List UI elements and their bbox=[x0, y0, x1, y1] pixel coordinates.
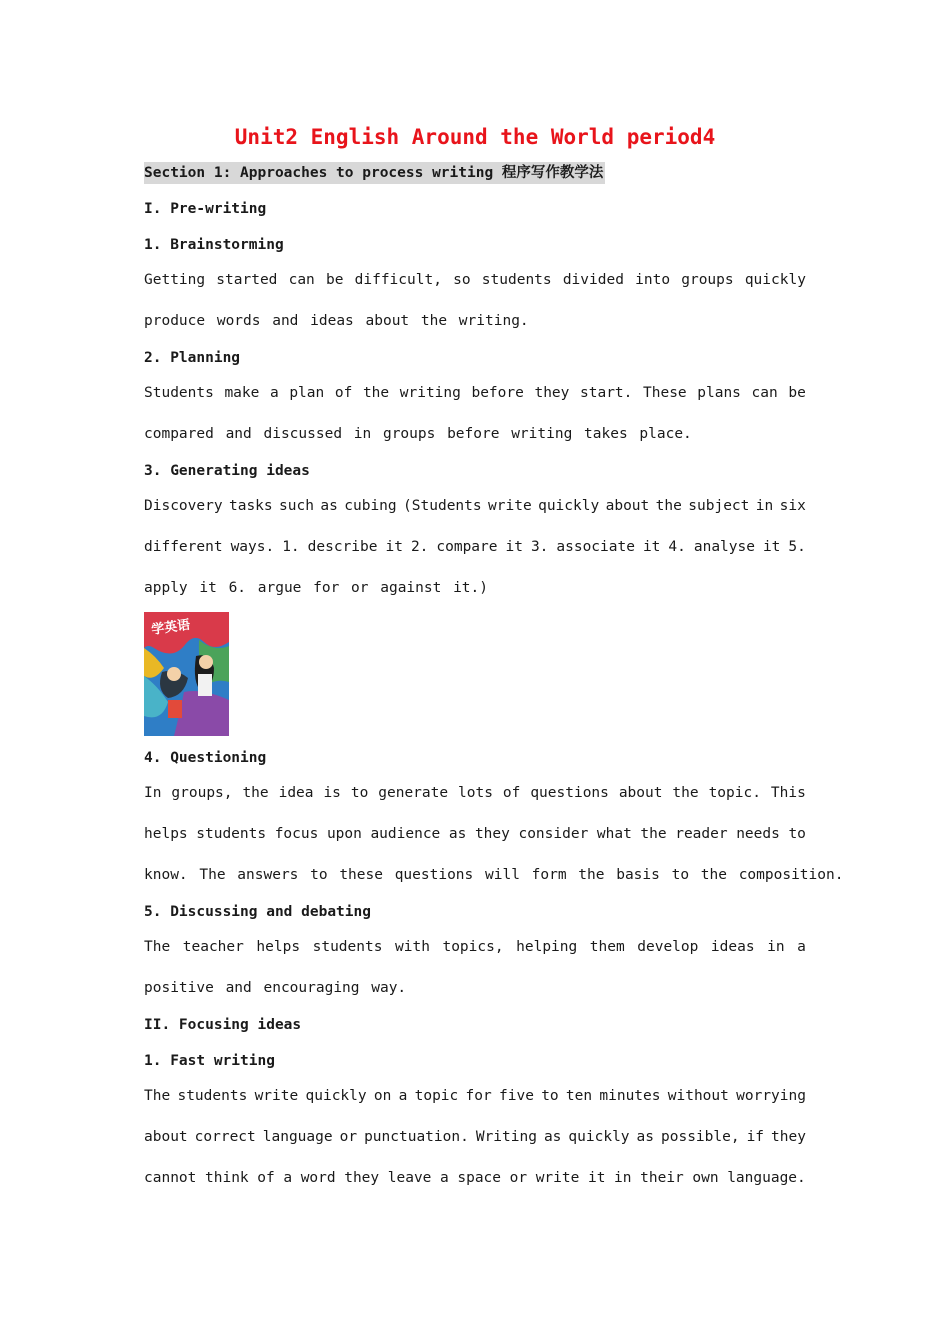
word: what bbox=[596, 826, 632, 842]
word: a bbox=[283, 1170, 293, 1186]
word: 2. bbox=[410, 539, 429, 555]
word: the bbox=[672, 785, 699, 801]
book-cover-illustration bbox=[144, 612, 229, 736]
paragraph-line: produce words and ideas about the writing. bbox=[144, 313, 529, 329]
word: analyse bbox=[693, 539, 755, 555]
word: writing bbox=[399, 385, 461, 401]
word: about bbox=[605, 498, 650, 514]
word: questions bbox=[530, 785, 609, 801]
document-title: Unit2 English Around the World period4 bbox=[234, 125, 716, 149]
word: quickly bbox=[305, 1088, 367, 1104]
word: possible, bbox=[661, 1129, 740, 1145]
word: think bbox=[205, 1170, 249, 1186]
word: make bbox=[224, 385, 260, 401]
word: as bbox=[543, 1129, 562, 1145]
word: to bbox=[350, 785, 369, 801]
word: teacher bbox=[182, 939, 244, 955]
word: These bbox=[643, 385, 687, 401]
word: with bbox=[395, 939, 430, 955]
word: punctuation. bbox=[364, 1129, 469, 1145]
word: started bbox=[216, 272, 278, 288]
word: it bbox=[642, 539, 661, 555]
word: describe bbox=[307, 539, 378, 555]
word: Discovery bbox=[144, 498, 223, 514]
paragraph-line bbox=[144, 527, 806, 568]
word: cannot bbox=[144, 1170, 197, 1186]
word: the bbox=[242, 785, 269, 801]
word: The bbox=[144, 1088, 171, 1104]
word: they bbox=[534, 385, 570, 401]
word: such bbox=[279, 498, 314, 514]
heading-planning: 2. Planning bbox=[144, 350, 241, 366]
paragraph-line bbox=[144, 927, 806, 968]
word: 3. bbox=[530, 539, 549, 555]
heading-fast-writing: 1. Fast writing bbox=[144, 1053, 275, 1069]
word: they bbox=[474, 826, 510, 842]
paragraph-line: compared and discussed in groups before writing takes place. bbox=[144, 426, 692, 442]
word: be bbox=[788, 385, 806, 401]
word: if bbox=[746, 1129, 765, 1145]
word: topic. bbox=[708, 785, 761, 801]
word: about bbox=[618, 785, 663, 801]
word: for bbox=[465, 1088, 492, 1104]
paragraph-generating-ideas bbox=[144, 486, 806, 609]
word: ten bbox=[565, 1088, 593, 1104]
word: 1. bbox=[282, 539, 300, 555]
word: cubing bbox=[344, 498, 397, 514]
word: helping bbox=[516, 939, 578, 955]
word: quickly bbox=[744, 272, 806, 288]
word: groups bbox=[681, 272, 734, 288]
word: as bbox=[320, 498, 338, 514]
paragraph-line: apply it 6. argue for or against it.) bbox=[144, 580, 489, 596]
word: a bbox=[269, 385, 279, 401]
word: In bbox=[144, 785, 162, 801]
word: ways. bbox=[230, 539, 275, 555]
heading-questioning: 4. Questioning bbox=[144, 750, 267, 766]
word: language. bbox=[727, 1170, 806, 1186]
word: generate bbox=[378, 785, 449, 801]
word: The bbox=[144, 939, 171, 955]
word: as bbox=[448, 826, 467, 842]
word: they bbox=[344, 1170, 380, 1186]
word: to bbox=[541, 1088, 559, 1104]
word: quickly bbox=[538, 498, 600, 514]
word: be bbox=[325, 272, 344, 288]
word: This bbox=[770, 785, 806, 801]
word: 5. bbox=[788, 539, 806, 555]
part-heading-focusing-ideas: II. Focusing ideas bbox=[144, 1017, 302, 1033]
word: six bbox=[779, 498, 806, 514]
paragraph-planning bbox=[144, 373, 806, 455]
paragraph-line: positive and encouraging way. bbox=[144, 980, 407, 996]
paragraph-line bbox=[144, 1076, 806, 1117]
paragraph-line bbox=[144, 1158, 806, 1199]
word: of bbox=[257, 1170, 275, 1186]
paragraph-line bbox=[144, 486, 806, 527]
word: compare bbox=[436, 539, 498, 555]
word: them bbox=[589, 939, 625, 955]
word: without bbox=[667, 1088, 729, 1104]
word: write bbox=[488, 498, 532, 514]
word: in bbox=[755, 498, 774, 514]
word: a bbox=[440, 1170, 449, 1186]
word: idea bbox=[278, 785, 314, 801]
word: to bbox=[788, 826, 806, 842]
paragraph-line bbox=[144, 814, 806, 855]
paragraph-line: know. The answers to these questions will form the basis to the composition. bbox=[144, 867, 844, 883]
word: minutes bbox=[599, 1088, 661, 1104]
word: subject bbox=[688, 498, 750, 514]
word: write bbox=[254, 1088, 299, 1104]
word: tasks bbox=[228, 498, 273, 514]
word: a bbox=[797, 939, 806, 955]
word: Writing bbox=[475, 1129, 537, 1145]
word: consider bbox=[518, 826, 589, 842]
word: of bbox=[334, 385, 353, 401]
word: Getting bbox=[144, 272, 206, 288]
word: helps bbox=[144, 826, 188, 842]
word: lots bbox=[458, 785, 493, 801]
word: the bbox=[655, 498, 682, 514]
word: about bbox=[144, 1129, 188, 1145]
word: it bbox=[587, 1170, 606, 1186]
word: students bbox=[481, 272, 552, 288]
word: audience bbox=[370, 826, 441, 842]
word: plan bbox=[289, 385, 325, 401]
word: is bbox=[323, 785, 341, 801]
word: difficult, bbox=[354, 272, 442, 288]
word: can bbox=[288, 272, 315, 288]
word: as bbox=[636, 1129, 654, 1145]
word: write bbox=[535, 1170, 580, 1186]
word: topics, bbox=[442, 939, 504, 955]
heading-brainstorming: 1. Brainstorming bbox=[144, 237, 284, 253]
book-cover-title: 学英语 bbox=[150, 617, 192, 638]
book-cover-image bbox=[144, 612, 229, 736]
paragraph-brainstorming bbox=[144, 260, 806, 342]
word: helps bbox=[256, 939, 301, 955]
word: or bbox=[339, 1129, 358, 1145]
word: students bbox=[196, 826, 267, 842]
word: (Students bbox=[403, 498, 482, 514]
word: five bbox=[499, 1088, 534, 1104]
word: into bbox=[635, 272, 671, 288]
paragraph-line bbox=[144, 260, 806, 301]
word: in bbox=[614, 1170, 632, 1186]
heading-generating-ideas: 3. Generating ideas bbox=[144, 463, 310, 479]
paragraph-fast-writing bbox=[144, 1076, 806, 1199]
word: reader bbox=[675, 826, 728, 842]
word: can bbox=[751, 385, 778, 401]
word: students bbox=[177, 1088, 248, 1104]
word: or bbox=[509, 1170, 528, 1186]
word: start. bbox=[580, 385, 633, 401]
heading-discussing-debating: 5. Discussing and debating bbox=[144, 904, 371, 920]
word: before bbox=[471, 385, 524, 401]
word: own bbox=[692, 1170, 719, 1186]
word: in bbox=[767, 939, 785, 955]
word: focus bbox=[274, 826, 319, 842]
word: correct bbox=[194, 1129, 256, 1145]
word: language bbox=[262, 1129, 333, 1145]
word: quickly bbox=[568, 1129, 630, 1145]
paragraph-discussing-debating bbox=[144, 927, 806, 1009]
paragraph-questioning bbox=[144, 773, 844, 896]
word: on bbox=[373, 1088, 392, 1104]
word: their bbox=[640, 1170, 684, 1186]
word: needs bbox=[736, 826, 780, 842]
word: leave bbox=[387, 1170, 432, 1186]
word: a bbox=[398, 1088, 408, 1104]
word: 4. bbox=[668, 539, 686, 555]
paragraph-line bbox=[144, 773, 806, 814]
word: groups, bbox=[171, 785, 233, 801]
word: develop bbox=[637, 939, 699, 955]
section-heading: Section 1: Approaches to process writing 程序写作教学法 bbox=[144, 162, 605, 184]
word: they bbox=[771, 1129, 806, 1145]
word: it bbox=[505, 539, 523, 555]
paragraph-line bbox=[144, 1117, 806, 1158]
word: space bbox=[457, 1170, 502, 1186]
word: associate bbox=[556, 539, 635, 555]
word: of bbox=[502, 785, 521, 801]
word: upon bbox=[326, 826, 362, 842]
word: Students bbox=[144, 385, 214, 401]
word: so bbox=[453, 272, 471, 288]
word: different bbox=[144, 539, 223, 555]
word: ideas bbox=[710, 939, 755, 955]
part-heading-pre-writing: I. Pre-writing bbox=[144, 201, 267, 217]
word: it bbox=[385, 539, 403, 555]
word: word bbox=[300, 1170, 336, 1186]
paragraph-line bbox=[144, 373, 806, 414]
word: it bbox=[762, 539, 781, 555]
word: the bbox=[640, 826, 667, 842]
word: plans bbox=[697, 385, 741, 401]
word: students bbox=[312, 939, 383, 955]
word: divided bbox=[562, 272, 624, 288]
word: the bbox=[362, 385, 390, 401]
word: worrying bbox=[736, 1088, 806, 1104]
word: topic bbox=[414, 1088, 459, 1104]
